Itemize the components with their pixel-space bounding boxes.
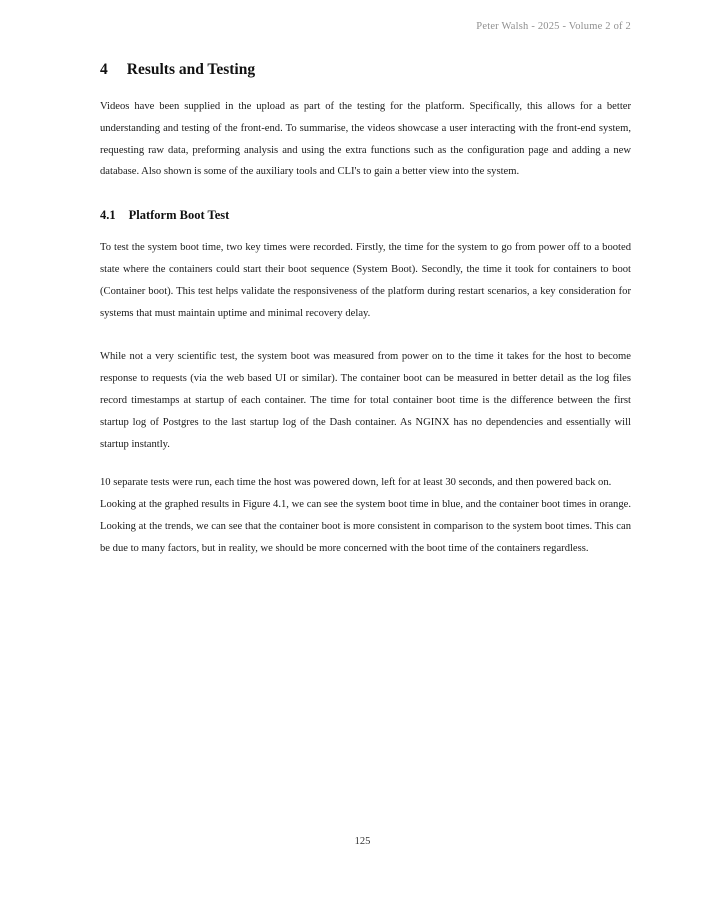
running-header: Peter Walsh - 2025 - Volume 2 of 2 [476, 21, 631, 32]
page-content [100, 61, 631, 560]
subsection-heading [100, 208, 631, 223]
page-footer [0, 836, 725, 847]
page-number: 125 [354, 836, 371, 847]
paragraph-intro: Videos have been supplied in the upload as part of the testing for the platform. Specifically, this allows for a better understanding and testing of the front-end. To summarise, the videos showcase a user interacting with the front-end system, requesting raw data, preforming analysis and using the extra functions such as the configuration page and adding a new database. Also shown is some of the auxiliary tools and CLI's to gain a better view into the system. [100, 101, 631, 178]
subsection-number: 4.1 [100, 208, 116, 223]
paragraph-boot-test-2: While not a very scientific test, the system boot was measured from power on to the time it takes for the host to become response to requests (via the web based UI or similar). The container boot can be measured in better detail as the log files record timestamps at startup of each container. The time for total container boot time is the difference between the first startup log of Postgres to the last startup log of the Dash container. As NGINX has no dependencies and essentially will startup instantly. [100, 351, 631, 450]
section-number: 4 [100, 61, 108, 78]
section-heading [100, 61, 631, 79]
section-title: Results and Testing [126, 61, 256, 78]
paragraph-boot-test-3: 10 separate tests were run, each time the host was powered down, left for at least 30 seconds, and then powered back on. [100, 477, 612, 489]
paragraph-boot-test-4: Looking at the graphed results in Figure 4.1, we can see the system boot time in blue, and the container boot times in orange. Looking at the trends, we can see that the container boot is more consistent in comparison to the system boot times. This can be due to many factors, but in reality, we should be more concerned with the boot time of the containers regardless. [100, 499, 631, 554]
paragraph-boot-test-1: To test the system boot time, two key times were recorded. Firstly, the time for the system to go from power off to a booted state where the containers could start their boot sequence (System Boot). Secondly, the time it took for containers to boot (Container boot). This test helps validate the responsiveness of the platform during restart scenarios, a key consideration for systems that must maintain uptime and minimal recovery delay. [100, 242, 631, 319]
subsection-title: Platform Boot Test [128, 208, 230, 223]
